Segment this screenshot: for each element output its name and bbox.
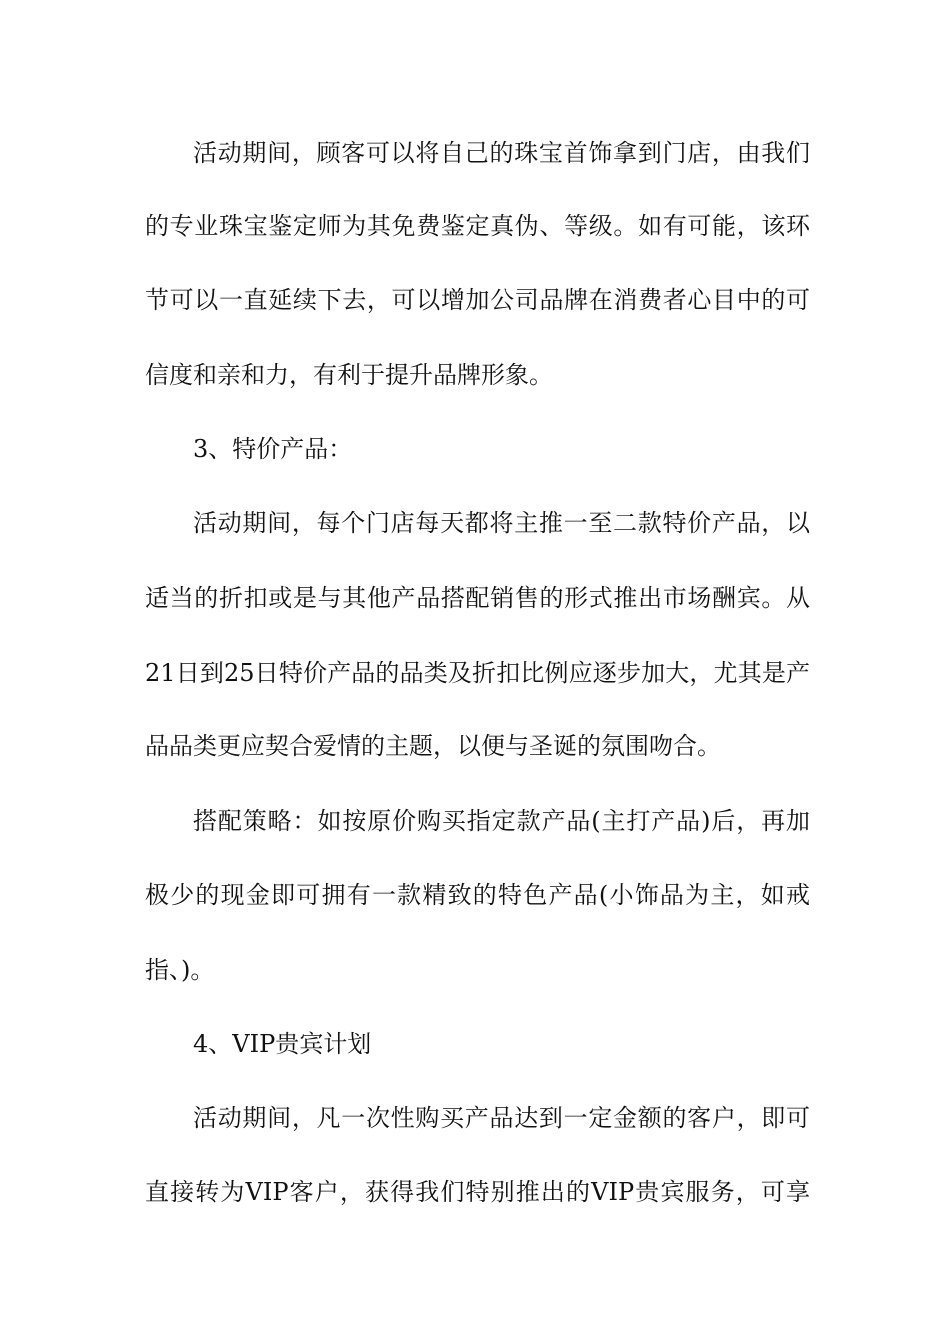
paragraph-special-line-1: 活动期间，每个门店每天都将主推一至二款特价产品，以 bbox=[193, 509, 810, 537]
paragraph-special-line-4: 品品类更应契合爱情的主题，以便与圣诞的氛围吻合。 bbox=[145, 732, 721, 760]
paragraph-appraisal-line-1: 活动期间，顾客可以将自己的珠宝首饰拿到门店，由我们 bbox=[193, 139, 810, 167]
paragraph-special-line-3: 21日到25日特价产品的品类及折扣比例应逐步加大，尤其是产 bbox=[145, 659, 810, 687]
paragraph-vip-line-2: 直接转为VIP客户，获得我们特别推出的VIP贵宾服务，可享 bbox=[145, 1178, 810, 1206]
paragraph-bundle-line-3: 指、)。 bbox=[145, 956, 215, 984]
paragraph-appraisal-line-4: 信度和亲和力，有利于提升品牌形象。 bbox=[145, 361, 553, 389]
paragraph-vip-line-1: 活动期间，凡一次性购买产品达到一定金额的客户，即可 bbox=[193, 1104, 810, 1132]
paragraph-appraisal-line-3: 节可以一直延续下去，可以增加公司品牌在消费者心目中的可 bbox=[145, 286, 810, 314]
section-heading-vip-plan: 4、VIP贵宾计划 bbox=[193, 1030, 372, 1058]
paragraph-appraisal-line-2: 的专业珠宝鉴定师为其免费鉴定真伪、等级。如有可能，该环 bbox=[145, 212, 810, 240]
paragraph-bundle-line-1: 搭配策略：如按原价购买指定款产品(主打产品)后，再加 bbox=[193, 807, 810, 835]
paragraph-bundle-line-2: 极少的现金即可拥有一款精致的特色产品(小饰品为主，如戒 bbox=[145, 881, 810, 909]
paragraph-special-line-2: 适当的折扣或是与其他产品搭配销售的形式推出市场酬宾。从 bbox=[145, 584, 810, 612]
section-heading-special-products: 3、特价产品： bbox=[193, 435, 353, 463]
